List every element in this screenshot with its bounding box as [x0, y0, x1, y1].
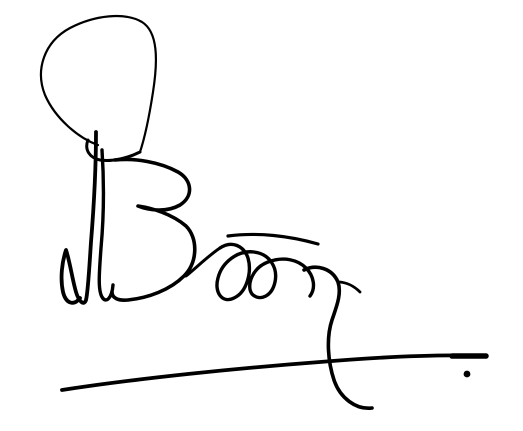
right-top-bar-stroke — [228, 234, 318, 244]
first-letter-inner-loop — [99, 150, 113, 300]
final-letter-tail — [338, 282, 360, 292]
signature-dot — [464, 371, 471, 378]
top-loop-stroke — [41, 16, 156, 152]
right-letters-stroke — [217, 244, 314, 299]
underline-stroke — [62, 355, 486, 390]
middle-letter-stroke — [112, 160, 195, 301]
first-letter-stroke — [62, 132, 96, 303]
